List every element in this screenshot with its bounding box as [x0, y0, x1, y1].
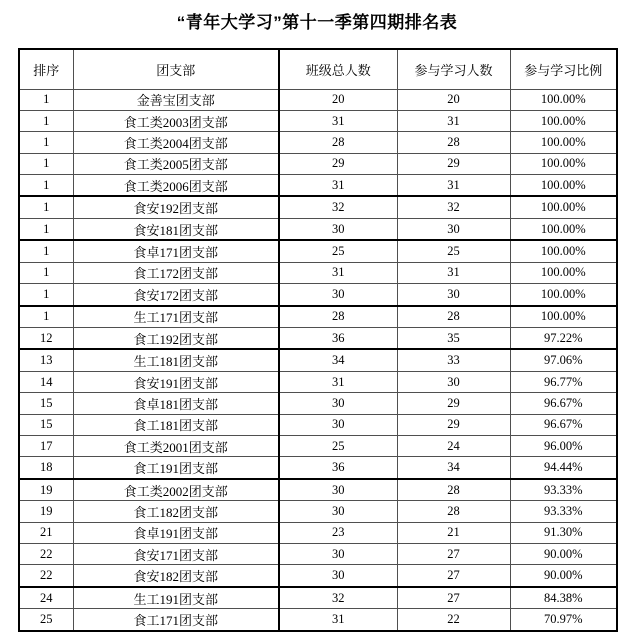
table-cell: 28 — [397, 132, 510, 153]
table-cell: 93.33% — [510, 501, 617, 522]
table-cell: 32 — [397, 196, 510, 218]
table-cell: 29 — [397, 414, 510, 435]
table-cell: 1 — [19, 240, 73, 262]
table-cell: 1 — [19, 284, 73, 306]
table-cell: 30 — [279, 544, 397, 565]
table-row — [19, 501, 617, 522]
table-cell: 100.00% — [510, 218, 617, 240]
table-cell: 30 — [279, 479, 397, 501]
table-cell: 1 — [19, 110, 73, 131]
table-cell: 100.00% — [510, 110, 617, 131]
table-cell: 90.00% — [510, 565, 617, 587]
table-cell: 97.22% — [510, 327, 617, 349]
table-cell: 12 — [19, 327, 73, 349]
table-cell: 28 — [279, 132, 397, 153]
table-row — [19, 565, 617, 587]
table-cell: 17 — [19, 436, 73, 457]
table-cell: 食工类2001团支部 — [73, 436, 279, 457]
table-row — [19, 349, 617, 371]
table-cell: 18 — [19, 457, 73, 479]
table-cell: 25 — [279, 240, 397, 262]
table-cell: 100.00% — [510, 240, 617, 262]
table-cell: 100.00% — [510, 306, 617, 328]
table-cell: 食工171团支部 — [73, 609, 279, 631]
table-cell: 30 — [279, 501, 397, 522]
table-row — [19, 153, 617, 174]
table-cell: 32 — [279, 196, 397, 218]
table-row — [19, 218, 617, 240]
table-row — [19, 132, 617, 153]
table-cell: 96.77% — [510, 371, 617, 392]
table-cell: 生工171团支部 — [73, 306, 279, 328]
table-cell: 93.33% — [510, 479, 617, 501]
table-cell: 食安192团支部 — [73, 196, 279, 218]
table-cell: 33 — [397, 349, 510, 371]
header-cell-rank: 排序 — [19, 49, 73, 89]
table-cell: 28 — [397, 479, 510, 501]
table-cell: 食安171团支部 — [73, 544, 279, 565]
ranking-table-body — [19, 89, 617, 631]
table-cell: 30 — [397, 371, 510, 392]
table-cell: 96.00% — [510, 436, 617, 457]
table-cell: 28 — [397, 501, 510, 522]
table-cell: 36 — [279, 327, 397, 349]
header-row — [19, 49, 617, 89]
table-row — [19, 479, 617, 501]
table-row — [19, 609, 617, 631]
header-cell-ratio: 参与学习比例 — [510, 49, 617, 89]
table-cell: 34 — [279, 349, 397, 371]
table-row — [19, 175, 617, 197]
table-cell: 97.06% — [510, 349, 617, 371]
table-cell: 20 — [279, 89, 397, 110]
table-cell: 21 — [19, 522, 73, 543]
table-row — [19, 306, 617, 328]
table-cell: 1 — [19, 306, 73, 328]
table-cell: 100.00% — [510, 153, 617, 174]
table-cell: 24 — [397, 436, 510, 457]
table-cell: 1 — [19, 89, 73, 110]
table-cell: 1 — [19, 218, 73, 240]
table-cell: 22 — [19, 544, 73, 565]
table-row — [19, 196, 617, 218]
table-row — [19, 457, 617, 479]
table-cell: 29 — [397, 393, 510, 414]
table-cell: 食安181团支部 — [73, 218, 279, 240]
table-cell: 96.67% — [510, 414, 617, 435]
table-cell: 19 — [19, 501, 73, 522]
table-cell: 30 — [279, 218, 397, 240]
header-cell-branch: 团支部 — [73, 49, 279, 89]
table-cell: 30 — [279, 284, 397, 306]
table-row — [19, 587, 617, 609]
table-cell: 食工类2003团支部 — [73, 110, 279, 131]
table-cell: 100.00% — [510, 196, 617, 218]
table-cell: 1 — [19, 153, 73, 174]
table-cell: 94.44% — [510, 457, 617, 479]
table-cell: 食工类2002团支部 — [73, 479, 279, 501]
table-cell: 28 — [279, 306, 397, 328]
table-cell: 14 — [19, 371, 73, 392]
table-cell: 食安172团支部 — [73, 284, 279, 306]
table-cell: 食工类2006团支部 — [73, 175, 279, 197]
table-row — [19, 436, 617, 457]
table-cell: 31 — [279, 175, 397, 197]
table-cell: 100.00% — [510, 132, 617, 153]
table-cell: 34 — [397, 457, 510, 479]
table-cell: 91.30% — [510, 522, 617, 543]
table-row — [19, 371, 617, 392]
table-cell: 90.00% — [510, 544, 617, 565]
table-cell: 96.67% — [510, 393, 617, 414]
table-cell: 32 — [279, 587, 397, 609]
table-cell: 29 — [279, 153, 397, 174]
table-cell: 25 — [279, 436, 397, 457]
table-cell: 生工191团支部 — [73, 587, 279, 609]
table-cell: 31 — [279, 110, 397, 131]
table-row — [19, 327, 617, 349]
table-cell: 35 — [397, 327, 510, 349]
table-cell: 27 — [397, 544, 510, 565]
table-cell: 30 — [279, 414, 397, 435]
table-cell: 1 — [19, 262, 73, 283]
table-cell: 84.38% — [510, 587, 617, 609]
table-header — [19, 49, 617, 89]
table-cell: 食安182团支部 — [73, 565, 279, 587]
table-cell: 食工类2004团支部 — [73, 132, 279, 153]
table-cell: 25 — [397, 240, 510, 262]
table-cell: 27 — [397, 565, 510, 587]
table-row — [19, 262, 617, 283]
table-cell: 100.00% — [510, 175, 617, 197]
table-cell: 食工192团支部 — [73, 327, 279, 349]
table-cell: 29 — [397, 153, 510, 174]
table-cell: 30 — [397, 218, 510, 240]
table-cell: 食安191团支部 — [73, 371, 279, 392]
table-cell: 食工191团支部 — [73, 457, 279, 479]
table-cell: 食工182团支部 — [73, 501, 279, 522]
table-cell: 27 — [397, 587, 510, 609]
table-cell: 30 — [279, 393, 397, 414]
table-row — [19, 110, 617, 131]
table-cell: 食卓181团支部 — [73, 393, 279, 414]
table-row — [19, 240, 617, 262]
table-cell: 1 — [19, 132, 73, 153]
table-cell: 25 — [19, 609, 73, 631]
table-row — [19, 89, 617, 110]
table-cell: 31 — [397, 262, 510, 283]
table-cell: 食卓171团支部 — [73, 240, 279, 262]
table-cell: 22 — [19, 565, 73, 587]
table-cell: 70.97% — [510, 609, 617, 631]
table-cell: 20 — [397, 89, 510, 110]
table-row — [19, 284, 617, 306]
table-row — [19, 544, 617, 565]
table-cell: 食卓191团支部 — [73, 522, 279, 543]
table-cell: 22 — [397, 609, 510, 631]
table-cell: 24 — [19, 587, 73, 609]
header-cell-class-total: 班级总人数 — [279, 49, 397, 89]
table-cell: 21 — [397, 522, 510, 543]
table-cell: 36 — [279, 457, 397, 479]
table-cell: 100.00% — [510, 284, 617, 306]
table-cell: 食工172团支部 — [73, 262, 279, 283]
table-cell: 31 — [279, 262, 397, 283]
table-cell: 生工181团支部 — [73, 349, 279, 371]
page-title: “青年大学习”第十一季第四期排名表 — [176, 13, 458, 32]
table-cell: 食工类2005团支部 — [73, 153, 279, 174]
header-cell-participants: 参与学习人数 — [397, 49, 510, 89]
table-cell: 1 — [19, 196, 73, 218]
table-cell: 31 — [397, 110, 510, 131]
table-row — [19, 522, 617, 543]
table-cell: 100.00% — [510, 262, 617, 283]
table-cell: 13 — [19, 349, 73, 371]
table-cell: 15 — [19, 393, 73, 414]
table-cell: 23 — [279, 522, 397, 543]
table-cell: 30 — [279, 565, 397, 587]
table-cell: 1 — [19, 175, 73, 197]
table-cell: 30 — [397, 284, 510, 306]
table-cell: 31 — [279, 371, 397, 392]
ranking-table — [18, 48, 618, 632]
table-row — [19, 393, 617, 414]
table-cell: 28 — [397, 306, 510, 328]
table-cell: 31 — [279, 609, 397, 631]
table-cell: 金善宝团支部 — [73, 89, 279, 110]
table-cell: 食工181团支部 — [73, 414, 279, 435]
table-cell: 15 — [19, 414, 73, 435]
table-row — [19, 414, 617, 435]
table-cell: 100.00% — [510, 89, 617, 110]
table-cell: 19 — [19, 479, 73, 501]
table-cell: 31 — [397, 175, 510, 197]
